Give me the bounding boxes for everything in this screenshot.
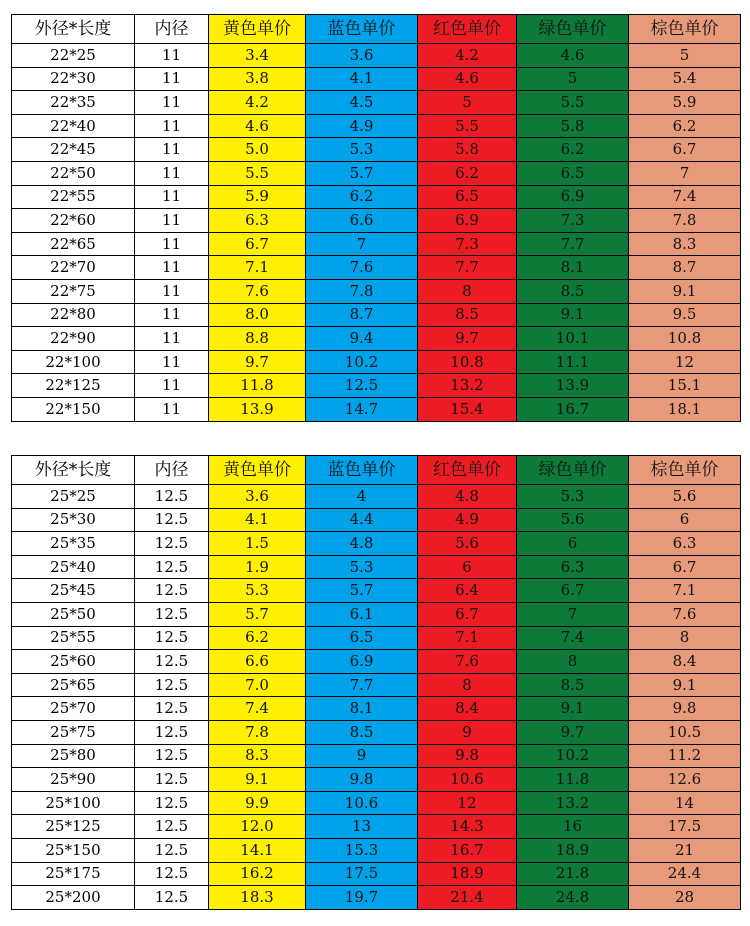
inner-diameter-cell: 11 [135, 279, 209, 303]
blue-price-cell: 6.6 [306, 209, 418, 233]
blue-price-cell: 13 [306, 815, 418, 839]
inner-diameter-cell: 12.5 [135, 862, 209, 886]
spec-cell: 22*35 [12, 91, 135, 115]
yellow-price-cell: 9.1 [209, 768, 306, 792]
yellow-price-cell: 5.0 [209, 138, 306, 162]
brown-price-cell: 5.9 [629, 91, 741, 115]
blue-price-cell: 15.3 [306, 838, 418, 862]
brown-price-cell: 7.4 [629, 185, 741, 209]
yellow-price-cell: 8.8 [209, 327, 306, 351]
red-price-cell: 4.8 [418, 485, 517, 509]
brown-price-cell: 15.1 [629, 374, 741, 398]
yellow-price-cell: 5.3 [209, 579, 306, 603]
red-price-cell: 7.6 [418, 650, 517, 674]
brown-price-cell: 5.6 [629, 485, 741, 509]
table-row [12, 862, 741, 886]
yellow-price-cell: 16.2 [209, 862, 306, 886]
red-price-cell: 8 [418, 673, 517, 697]
blue-price-cell: 5.7 [306, 579, 418, 603]
inner-diameter-cell: 12.5 [135, 697, 209, 721]
green-price-cell: 5.6 [517, 508, 629, 532]
spec-cell: 22*75 [12, 279, 135, 303]
red-price-cell: 12 [418, 791, 517, 815]
brown-price-cell: 7.8 [629, 209, 741, 233]
spec-cell: 25*125 [12, 815, 135, 839]
blue-price-cell: 8.5 [306, 720, 418, 744]
brown-price-cell: 6.7 [629, 138, 741, 162]
blue-price-cell: 7.8 [306, 279, 418, 303]
table-row [12, 279, 741, 303]
inner-diameter-cell: 12.5 [135, 508, 209, 532]
brown-price-cell: 9.1 [629, 673, 741, 697]
spec-cell: 22*65 [12, 232, 135, 256]
table-row [12, 744, 741, 768]
spec-cell: 22*60 [12, 209, 135, 233]
brown-price-cell: 17.5 [629, 815, 741, 839]
yellow-price-cell: 7.8 [209, 720, 306, 744]
brown-price-cell: 9.1 [629, 279, 741, 303]
table-row [12, 485, 741, 509]
red-price-cell: 6.2 [418, 161, 517, 185]
red-price-cell: 9.7 [418, 327, 517, 351]
table-row [12, 397, 741, 421]
blue-price-cell: 10.2 [306, 350, 418, 374]
spec-cell: 22*25 [12, 44, 135, 68]
green-price-cell: 8.5 [517, 673, 629, 697]
spec-cell: 25*200 [12, 886, 135, 910]
green-price-cell: 9.7 [517, 720, 629, 744]
header-green-price: 绿色单价 [517, 456, 629, 485]
green-price-cell: 8.1 [517, 256, 629, 280]
green-price-cell: 10.1 [517, 327, 629, 351]
blue-price-cell: 4.9 [306, 114, 418, 138]
yellow-price-cell: 11.8 [209, 374, 306, 398]
inner-diameter-cell: 11 [135, 303, 209, 327]
table-row [12, 138, 741, 162]
inner-diameter-cell: 11 [135, 91, 209, 115]
inner-diameter-cell: 11 [135, 256, 209, 280]
inner-diameter-cell: 11 [135, 232, 209, 256]
brown-price-cell: 12.6 [629, 768, 741, 792]
blue-price-cell: 7 [306, 232, 418, 256]
yellow-price-cell: 3.4 [209, 44, 306, 68]
red-price-cell: 10.8 [418, 350, 517, 374]
yellow-price-cell: 4.1 [209, 508, 306, 532]
spec-cell: 22*30 [12, 67, 135, 91]
blue-price-cell: 19.7 [306, 886, 418, 910]
green-price-cell: 5.8 [517, 114, 629, 138]
brown-price-cell: 10.8 [629, 327, 741, 351]
inner-diameter-cell: 11 [135, 397, 209, 421]
blue-price-cell: 4.4 [306, 508, 418, 532]
green-price-cell: 6.5 [517, 161, 629, 185]
brown-price-cell: 8.7 [629, 256, 741, 280]
green-price-cell: 13.9 [517, 374, 629, 398]
header-inner-diameter: 内径 [135, 15, 209, 44]
blue-price-cell: 9.8 [306, 768, 418, 792]
table-row [12, 114, 741, 138]
green-price-cell: 7.4 [517, 626, 629, 650]
brown-price-cell: 6.3 [629, 532, 741, 556]
green-price-cell: 8.5 [517, 279, 629, 303]
red-price-cell: 4.2 [418, 44, 517, 68]
table-row [12, 256, 741, 280]
yellow-price-cell: 7.6 [209, 279, 306, 303]
brown-price-cell: 5 [629, 44, 741, 68]
blue-price-cell: 6.2 [306, 185, 418, 209]
table-row [12, 791, 741, 815]
table-row [12, 579, 741, 603]
red-price-cell: 5.6 [418, 532, 517, 556]
spec-cell: 22*90 [12, 327, 135, 351]
inner-diameter-cell: 11 [135, 185, 209, 209]
red-price-cell: 8.4 [418, 697, 517, 721]
green-price-cell: 7.3 [517, 209, 629, 233]
red-price-cell: 4.6 [418, 67, 517, 91]
yellow-price-cell: 14.1 [209, 838, 306, 862]
green-price-cell: 6.7 [517, 579, 629, 603]
brown-price-cell: 18.1 [629, 397, 741, 421]
inner-diameter-cell: 11 [135, 138, 209, 162]
spec-cell: 22*80 [12, 303, 135, 327]
table-row [12, 673, 741, 697]
green-price-cell: 10.2 [517, 744, 629, 768]
inner-diameter-cell: 12.5 [135, 768, 209, 792]
table-row [12, 185, 741, 209]
red-price-cell: 5 [418, 91, 517, 115]
brown-price-cell: 7.6 [629, 602, 741, 626]
spec-cell: 25*40 [12, 555, 135, 579]
yellow-price-cell: 5.7 [209, 602, 306, 626]
red-price-cell: 21.4 [418, 886, 517, 910]
blue-price-cell: 8.7 [306, 303, 418, 327]
yellow-price-cell: 6.3 [209, 209, 306, 233]
red-price-cell: 6.5 [418, 185, 517, 209]
inner-diameter-cell: 12.5 [135, 602, 209, 626]
inner-diameter-cell: 12.5 [135, 838, 209, 862]
spec-cell: 25*100 [12, 791, 135, 815]
spec-cell: 25*70 [12, 697, 135, 721]
blue-price-cell: 5.7 [306, 161, 418, 185]
yellow-price-cell: 9.9 [209, 791, 306, 815]
yellow-price-cell: 3.8 [209, 67, 306, 91]
yellow-price-cell: 3.6 [209, 485, 306, 509]
spec-cell: 25*60 [12, 650, 135, 674]
yellow-price-cell: 7.4 [209, 697, 306, 721]
red-price-cell: 5.5 [418, 114, 517, 138]
brown-price-cell: 6.7 [629, 555, 741, 579]
green-price-cell: 7 [517, 602, 629, 626]
header-brown-price: 棕色单价 [629, 15, 741, 44]
blue-price-cell: 4 [306, 485, 418, 509]
blue-price-cell: 8.1 [306, 697, 418, 721]
inner-diameter-cell: 12.5 [135, 744, 209, 768]
inner-diameter-cell: 11 [135, 44, 209, 68]
yellow-price-cell: 12.0 [209, 815, 306, 839]
green-price-cell: 13.2 [517, 791, 629, 815]
brown-price-cell: 9.5 [629, 303, 741, 327]
header-spec: 外径*长度 [12, 15, 135, 44]
green-price-cell: 5.3 [517, 485, 629, 509]
green-price-cell: 16.7 [517, 397, 629, 421]
yellow-price-cell: 8.3 [209, 744, 306, 768]
inner-diameter-cell: 11 [135, 114, 209, 138]
table-row [12, 697, 741, 721]
blue-price-cell: 3.6 [306, 44, 418, 68]
yellow-price-cell: 8.0 [209, 303, 306, 327]
yellow-price-cell: 6.7 [209, 232, 306, 256]
red-price-cell: 10.6 [418, 768, 517, 792]
brown-price-cell: 10.5 [629, 720, 741, 744]
red-price-cell: 9 [418, 720, 517, 744]
inner-diameter-cell: 12.5 [135, 673, 209, 697]
green-price-cell: 5.5 [517, 91, 629, 115]
spec-cell: 25*75 [12, 720, 135, 744]
yellow-price-cell: 1.9 [209, 555, 306, 579]
table-row [12, 350, 741, 374]
header-row [12, 456, 741, 485]
blue-price-cell: 4.8 [306, 532, 418, 556]
yellow-price-cell: 6.2 [209, 626, 306, 650]
spec-cell: 22*50 [12, 161, 135, 185]
header-blue-price: 蓝色单价 [306, 456, 418, 485]
spec-cell: 25*55 [12, 626, 135, 650]
inner-diameter-cell: 12.5 [135, 555, 209, 579]
table-row [12, 232, 741, 256]
red-price-cell: 8 [418, 279, 517, 303]
green-price-cell: 21.8 [517, 862, 629, 886]
yellow-price-cell: 1.5 [209, 532, 306, 556]
inner-diameter-cell: 12.5 [135, 650, 209, 674]
yellow-price-cell: 18.3 [209, 886, 306, 910]
inner-diameter-cell: 12.5 [135, 886, 209, 910]
table-row [12, 720, 741, 744]
header-yellow-price: 黄色单价 [209, 15, 306, 44]
blue-price-cell: 9.4 [306, 327, 418, 351]
brown-price-cell: 7.1 [629, 579, 741, 603]
inner-diameter-cell: 12.5 [135, 791, 209, 815]
red-price-cell: 15.4 [418, 397, 517, 421]
yellow-price-cell: 9.7 [209, 350, 306, 374]
green-price-cell: 5 [517, 67, 629, 91]
brown-price-cell: 9.8 [629, 697, 741, 721]
green-price-cell: 6.2 [517, 138, 629, 162]
green-price-cell: 11.1 [517, 350, 629, 374]
spec-cell: 25*80 [12, 744, 135, 768]
blue-price-cell: 7.6 [306, 256, 418, 280]
table-row [12, 44, 741, 68]
blue-price-cell: 7.7 [306, 673, 418, 697]
spec-cell: 22*100 [12, 350, 135, 374]
spec-cell: 22*55 [12, 185, 135, 209]
table-row [12, 626, 741, 650]
table-row [12, 886, 741, 910]
table-row [12, 602, 741, 626]
red-price-cell: 4.9 [418, 508, 517, 532]
red-price-cell: 16.7 [418, 838, 517, 862]
inner-diameter-cell: 11 [135, 350, 209, 374]
spec-cell: 22*40 [12, 114, 135, 138]
green-price-cell: 6.3 [517, 555, 629, 579]
brown-price-cell: 8 [629, 626, 741, 650]
spec-cell: 25*175 [12, 862, 135, 886]
blue-price-cell: 14.7 [306, 397, 418, 421]
header-row [12, 15, 741, 44]
yellow-price-cell: 4.6 [209, 114, 306, 138]
inner-diameter-cell: 12.5 [135, 626, 209, 650]
blue-price-cell: 6.9 [306, 650, 418, 674]
spec-cell: 25*30 [12, 508, 135, 532]
table-row [12, 67, 741, 91]
brown-price-cell: 24.4 [629, 862, 741, 886]
blue-price-cell: 6.1 [306, 602, 418, 626]
red-price-cell: 13.2 [418, 374, 517, 398]
inner-diameter-cell: 12.5 [135, 579, 209, 603]
green-price-cell: 7.7 [517, 232, 629, 256]
blue-price-cell: 6.5 [306, 626, 418, 650]
brown-price-cell: 5.4 [629, 67, 741, 91]
price-table-25 [11, 455, 741, 910]
green-price-cell: 16 [517, 815, 629, 839]
table-row [12, 303, 741, 327]
brown-price-cell: 8.3 [629, 232, 741, 256]
header-yellow-price: 黄色单价 [209, 456, 306, 485]
yellow-price-cell: 13.9 [209, 397, 306, 421]
header-brown-price: 棕色单价 [629, 456, 741, 485]
red-price-cell: 18.9 [418, 862, 517, 886]
brown-price-cell: 28 [629, 886, 741, 910]
blue-price-cell: 5.3 [306, 555, 418, 579]
green-price-cell: 4.6 [517, 44, 629, 68]
brown-price-cell: 7 [629, 161, 741, 185]
header-red-price: 红色单价 [418, 456, 517, 485]
brown-price-cell: 12 [629, 350, 741, 374]
spec-cell: 25*25 [12, 485, 135, 509]
table-row [12, 161, 741, 185]
yellow-price-cell: 6.6 [209, 650, 306, 674]
spec-cell: 22*45 [12, 138, 135, 162]
blue-price-cell: 9 [306, 744, 418, 768]
brown-price-cell: 8.4 [629, 650, 741, 674]
green-price-cell: 18.9 [517, 838, 629, 862]
table-row [12, 768, 741, 792]
inner-diameter-cell: 11 [135, 209, 209, 233]
spec-cell: 22*150 [12, 397, 135, 421]
header-green-price: 绿色单价 [517, 15, 629, 44]
brown-price-cell: 6.2 [629, 114, 741, 138]
inner-diameter-cell: 11 [135, 327, 209, 351]
spec-cell: 22*125 [12, 374, 135, 398]
red-price-cell: 14.3 [418, 815, 517, 839]
red-price-cell: 7.7 [418, 256, 517, 280]
table-row [12, 327, 741, 351]
brown-price-cell: 14 [629, 791, 741, 815]
blue-price-cell: 17.5 [306, 862, 418, 886]
spec-cell: 25*50 [12, 602, 135, 626]
brown-price-cell: 11.2 [629, 744, 741, 768]
spec-cell: 25*90 [12, 768, 135, 792]
blue-price-cell: 10.6 [306, 791, 418, 815]
inner-diameter-cell: 12.5 [135, 720, 209, 744]
red-price-cell: 7.3 [418, 232, 517, 256]
blue-price-cell: 12.5 [306, 374, 418, 398]
blue-price-cell: 4.1 [306, 67, 418, 91]
brown-price-cell: 21 [629, 838, 741, 862]
brown-price-cell: 6 [629, 508, 741, 532]
table-row [12, 555, 741, 579]
red-price-cell: 5.8 [418, 138, 517, 162]
green-price-cell: 9.1 [517, 697, 629, 721]
green-price-cell: 8 [517, 650, 629, 674]
inner-diameter-cell: 12.5 [135, 485, 209, 509]
table-row [12, 91, 741, 115]
table-row [12, 209, 741, 233]
spec-cell: 25*35 [12, 532, 135, 556]
inner-diameter-cell: 11 [135, 374, 209, 398]
green-price-cell: 24.8 [517, 886, 629, 910]
green-price-cell: 6.9 [517, 185, 629, 209]
yellow-price-cell: 5.5 [209, 161, 306, 185]
table-row [12, 650, 741, 674]
green-price-cell: 6 [517, 532, 629, 556]
red-price-cell: 6.9 [418, 209, 517, 233]
inner-diameter-cell: 11 [135, 161, 209, 185]
header-red-price: 红色单价 [418, 15, 517, 44]
blue-price-cell: 5.3 [306, 138, 418, 162]
yellow-price-cell: 5.9 [209, 185, 306, 209]
red-price-cell: 7.1 [418, 626, 517, 650]
price-table-22 [11, 14, 741, 422]
inner-diameter-cell: 12.5 [135, 532, 209, 556]
blue-price-cell: 4.5 [306, 91, 418, 115]
yellow-price-cell: 4.2 [209, 91, 306, 115]
table-row [12, 532, 741, 556]
spec-cell: 25*65 [12, 673, 135, 697]
red-price-cell: 8.5 [418, 303, 517, 327]
inner-diameter-cell: 11 [135, 67, 209, 91]
red-price-cell: 9.8 [418, 744, 517, 768]
table-row [12, 374, 741, 398]
yellow-price-cell: 7.0 [209, 673, 306, 697]
header-spec: 外径*长度 [12, 456, 135, 485]
spec-cell: 22*70 [12, 256, 135, 280]
table-row [12, 508, 741, 532]
table-row [12, 815, 741, 839]
table-row [12, 838, 741, 862]
red-price-cell: 6.4 [418, 579, 517, 603]
spec-cell: 25*150 [12, 838, 135, 862]
header-blue-price: 蓝色单价 [306, 15, 418, 44]
header-inner-diameter: 内径 [135, 456, 209, 485]
green-price-cell: 9.1 [517, 303, 629, 327]
green-price-cell: 11.8 [517, 768, 629, 792]
yellow-price-cell: 7.1 [209, 256, 306, 280]
inner-diameter-cell: 12.5 [135, 815, 209, 839]
red-price-cell: 6.7 [418, 602, 517, 626]
spec-cell: 25*45 [12, 579, 135, 603]
red-price-cell: 6 [418, 555, 517, 579]
